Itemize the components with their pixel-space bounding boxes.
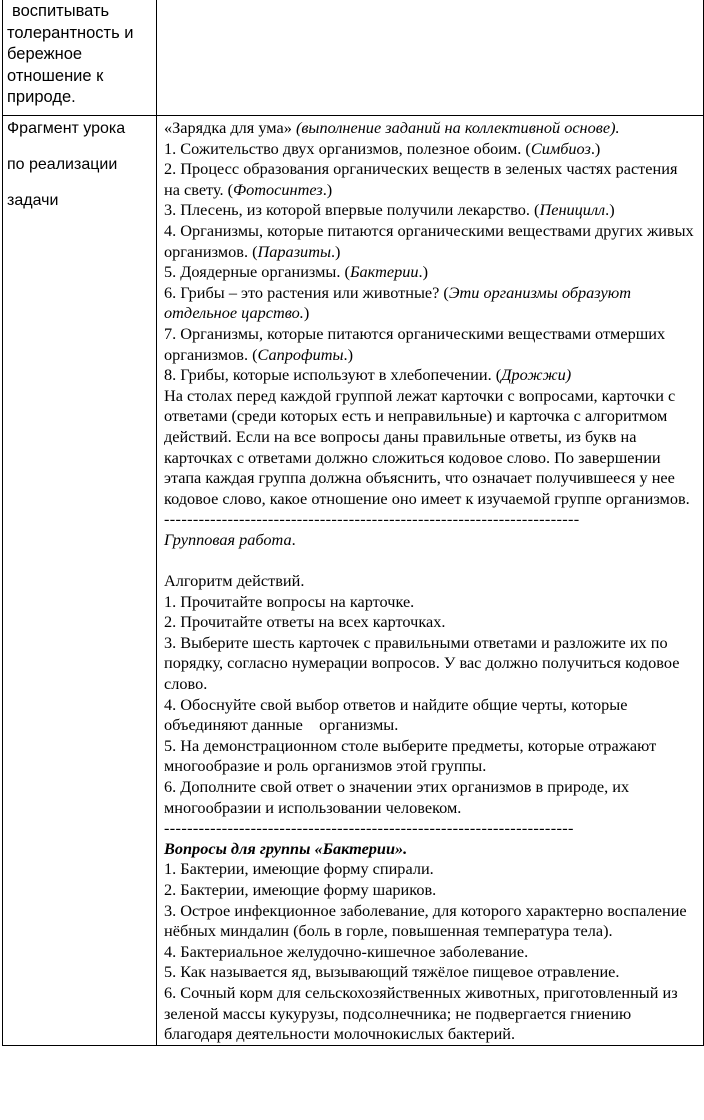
question-text: 1. Сожительство двух организмов, полезное обоим. ( (164, 138, 531, 158)
lesson-plan-table (2, 0, 704, 1046)
question-tail: .) (590, 138, 601, 158)
goals-line: природе. (7, 88, 76, 106)
algorithm-step: 1. Прочитайте вопросы на карточке. (164, 591, 415, 611)
bacteria-question: 4. Бактериальное желудочно-кишечное заболевание. (164, 941, 529, 961)
fragment-label-cell (3, 116, 157, 1046)
fragment-label-line: по реализации (7, 156, 118, 173)
question-tail: ) (303, 303, 310, 323)
question-answer: Пеницилл (539, 200, 606, 220)
question-item (164, 365, 697, 386)
fragment-label-line: задачи (7, 192, 59, 209)
question-item (164, 200, 697, 221)
question-item (164, 221, 697, 262)
question-tail: .) (330, 241, 341, 261)
question-answer: Дрожжи) (501, 365, 572, 385)
table-row-goals (3, 0, 704, 116)
bacteria-question: 2. Бактерии, имеющие форму шариков. (164, 879, 437, 899)
group-work-label: Групповая работа (164, 529, 292, 549)
algorithm-step: 5. На демонстрационном столе выберите предметы, которые отражают многообразие и роль организмов этой группы. (164, 735, 657, 776)
empty-cell (157, 0, 704, 116)
question-tail: .) (343, 344, 354, 364)
algorithm-step: 6. Дополните свой ответ о значении этих организмов в природе, их многообразии и использовании человеком. (164, 777, 630, 817)
intro-line (164, 118, 697, 139)
fragment-label-line: Фрагмент урока (7, 120, 126, 137)
question-text: 8. Грибы, которые используют в хлебопечении. ( (164, 365, 502, 385)
fragment-content-cell (157, 116, 704, 1046)
question-answer: Бактерии (349, 262, 419, 282)
goals-line: отношение к (7, 66, 104, 85)
question-item (164, 324, 697, 365)
group-work-heading (164, 530, 697, 551)
question-answer: Сапрофиты (257, 344, 344, 364)
intro-title: «Зарядка для ума» (164, 118, 292, 137)
algorithm-step: 4. Обоснуйте свой выбор ответов и найдите общие черты, которые объединяют данные организмы. (164, 694, 632, 735)
algorithm-step: 2. Прочитайте ответы на всех карточках. (164, 612, 446, 632)
algorithm-step: 3. Выберите шесть карточек с правильными ответами и разложите их по порядку, согласно нумерации вопросов. У вас должно получиться кодовое слово. (164, 632, 680, 694)
algorithm-title: Алгоритм действий. (164, 571, 305, 591)
question-tail: .) (322, 179, 333, 199)
goals-cell (3, 0, 157, 116)
question-item (164, 262, 697, 283)
goals-line: толерантность и (7, 23, 134, 42)
question-text: 3. Плесень, из которой впервые получили лекарство. ( (164, 200, 540, 220)
group-work-dot: . (291, 529, 296, 549)
question-text: 6. Грибы – это растения или животные? ( (164, 282, 449, 302)
intro-note: (выполнение заданий на коллективной основе). (295, 118, 620, 137)
question-item (164, 159, 697, 200)
bacteria-question: 3. Острое инфекционное заболевание, для которого характерно воспаление нёбных миндалин (боль в горле, повышенная температура тела). (164, 900, 687, 941)
question-answer: Симбиоз (530, 138, 591, 158)
question-answer: Фотосинтез (233, 179, 323, 199)
question-text: 4. Организмы, которые питаются органическими веществами других живых организмов. ( (164, 220, 694, 261)
question-tail: .) (418, 262, 428, 282)
dashed-separator: ----------------------------------------------------------------------- (164, 818, 574, 838)
blank-line (164, 550, 697, 571)
goals-line: воспитывать (12, 2, 110, 20)
question-answer: Паразиты (257, 241, 331, 261)
dashed-separator: ------------------------------------------------------------------------ (164, 509, 580, 529)
instructions-paragraph: На столах перед каждой группой лежат карточки с вопросами, карточки с ответами (среди которых есть и неправильные) и карточка с алгоритмом действий. Если на все вопросы даны правильные ответы, из букв на карточках с ответами должно сложиться кодовое слово. По завершении этапа каждая группа должна объяснить, что означает получившееся у нее кодовое слово, какое отношение оно имеет к изучаемой группе организмов. (164, 385, 690, 508)
question-answer: Эти организмы образуют отдельное царство. (164, 282, 631, 323)
question-item (164, 139, 697, 160)
bacteria-question: 1. Бактерии, имеющие форму спирали. (164, 859, 434, 879)
question-text: 7. Организмы, которые питаются органическими веществами отмерших организмов. ( (164, 323, 666, 364)
question-text: 5. Доядерные организмы. ( (164, 262, 350, 282)
question-item (164, 283, 697, 324)
table-row-fragment (3, 116, 704, 1046)
bacteria-question: 6. Сочный корм для сельскохозяйственных животных, приготовленный из зеленой массы кукурузы, подсолнечника; не подвергается гниению благодаря деятельности молочнокислых бактерий. (164, 982, 678, 1044)
bacteria-question: 5. Как называется яд, вызывающий тяжёлое пищевое отравление. (164, 962, 620, 982)
question-tail: .) (605, 200, 615, 220)
bacteria-questions-title: Вопросы для группы «Бактерии». (164, 838, 408, 858)
goals-line: бережное (7, 45, 83, 63)
question-text: 2. Процесс образования органических веществ в зеленых частях растения на свету. ( (164, 159, 678, 199)
